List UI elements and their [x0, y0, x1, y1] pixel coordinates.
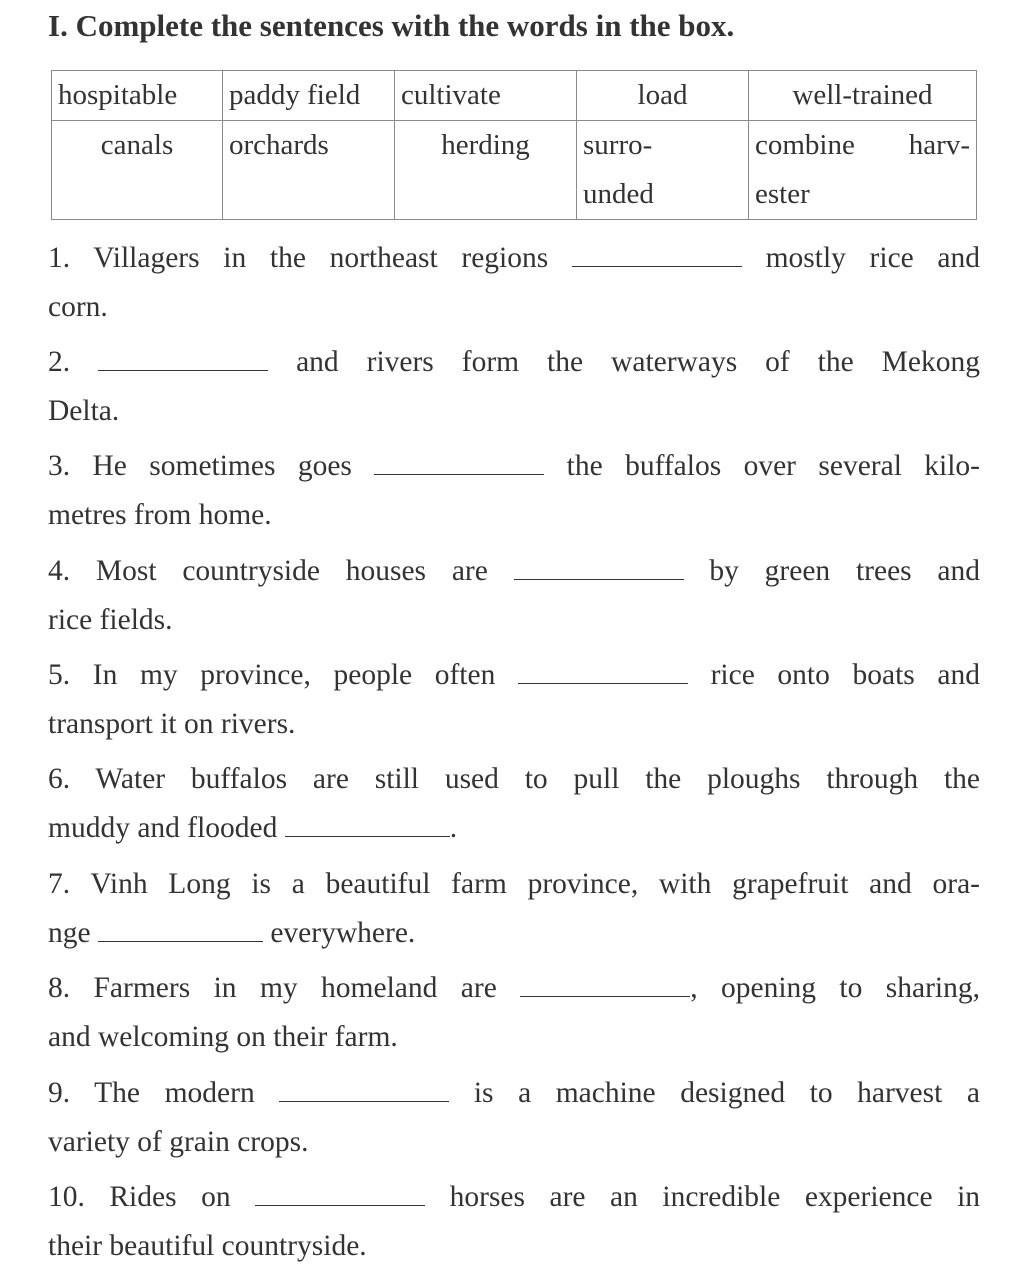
answer-blank[interactable] — [98, 917, 263, 942]
question-text: everywhere. — [270, 917, 416, 949]
question-line — [48, 909, 980, 958]
question-text: 6. Water buffalos are still used to pull the ploughs through the — [48, 763, 980, 795]
question-line — [48, 234, 980, 283]
word-box-cell: canals — [52, 121, 223, 220]
question-text: by green trees and — [709, 555, 980, 587]
question-text: muddy and flooded — [48, 812, 278, 844]
answer-blank[interactable] — [374, 450, 544, 475]
question-5 — [48, 651, 980, 749]
question-text: metres from home. — [48, 499, 272, 531]
question-text: variety of grain crops. — [48, 1126, 309, 1158]
question-text: 1. Villagers in the northeast regions — [48, 242, 549, 274]
question-text: . — [449, 812, 458, 844]
question-text: transport it on rivers. — [48, 708, 296, 740]
question-line — [48, 804, 980, 853]
word-box-cell: herding — [395, 121, 577, 220]
answer-blank[interactable] — [279, 1077, 449, 1102]
word-box-row — [52, 71, 977, 121]
question-text: 10. Rides on — [48, 1181, 231, 1213]
question-line — [48, 964, 980, 1013]
question-text: and welcoming on their farm. — [48, 1021, 398, 1053]
question-text: 4. Most countryside houses are — [48, 555, 488, 587]
word-box-cell: cultivate — [395, 71, 577, 121]
word-box-cell: well-trained — [749, 71, 977, 121]
word-box-cell — [749, 121, 977, 220]
word-box-cell-line: combine harv- — [755, 129, 970, 161]
exercise-title: I. Complete the sentences with the words in the box. — [48, 8, 735, 43]
question-4 — [48, 547, 980, 645]
answer-blank[interactable] — [98, 346, 268, 371]
question-6 — [48, 755, 980, 853]
question-text: 2. — [48, 346, 71, 378]
question-line — [48, 1173, 980, 1222]
word-box-cell-line: unded — [583, 178, 654, 210]
question-text: rice onto boats and — [710, 659, 980, 691]
question-text: and rivers form the waterways of the Mekong — [296, 346, 980, 378]
question-text: is a machine designed to harvest a — [473, 1077, 980, 1109]
question-text: , opening to sharing, — [690, 972, 980, 1004]
question-text: mostly rice and — [765, 242, 980, 274]
word-box-cell: paddy field — [223, 71, 395, 121]
question-text: their beautiful countryside. — [48, 1230, 367, 1262]
question-text: Delta. — [48, 395, 120, 427]
question-line — [48, 338, 980, 387]
word-box — [51, 70, 977, 220]
question-text: 9. The modern — [48, 1077, 255, 1109]
question-text: 3. He sometimes goes — [48, 450, 352, 482]
question-line — [48, 1069, 980, 1118]
answer-blank[interactable] — [285, 812, 450, 837]
question-7 — [48, 860, 980, 958]
question-text: 7. Vinh Long is a beautiful farm province, with grapefruit and ora- — [48, 868, 980, 900]
word-box-cell: orchards — [223, 121, 395, 220]
word-box-cell-line: surro- — [583, 129, 653, 161]
answer-blank[interactable] — [514, 555, 684, 580]
question-text: rice fields. — [48, 604, 173, 636]
word-box-row — [52, 121, 977, 220]
answer-blank[interactable] — [572, 242, 742, 267]
question-line — [48, 547, 980, 596]
answer-blank[interactable] — [255, 1181, 425, 1206]
question-2 — [48, 338, 980, 436]
question-text: 8. Farmers in my homeland are — [48, 972, 497, 1004]
answer-blank[interactable] — [520, 972, 690, 997]
question-text: nge — [48, 917, 91, 949]
word-box-cell-line: ester — [755, 178, 810, 210]
question-text: corn. — [48, 291, 108, 323]
answer-blank[interactable] — [518, 659, 688, 684]
word-box-cell: hospitable — [52, 71, 223, 121]
word-box-cell — [577, 121, 749, 220]
question-9 — [48, 1069, 980, 1167]
question-8 — [48, 964, 980, 1062]
question-line — [48, 442, 980, 491]
question-3 — [48, 442, 980, 540]
word-box-cell: load — [577, 71, 749, 121]
question-line — [48, 651, 980, 700]
question-text: horses are an incredible experience in — [449, 1181, 980, 1213]
question-text: the buffalos over several kilo- — [566, 450, 980, 482]
question-text: 5. In my province, people often — [48, 659, 496, 691]
question-1 — [48, 234, 980, 332]
question-10 — [48, 1173, 980, 1271]
